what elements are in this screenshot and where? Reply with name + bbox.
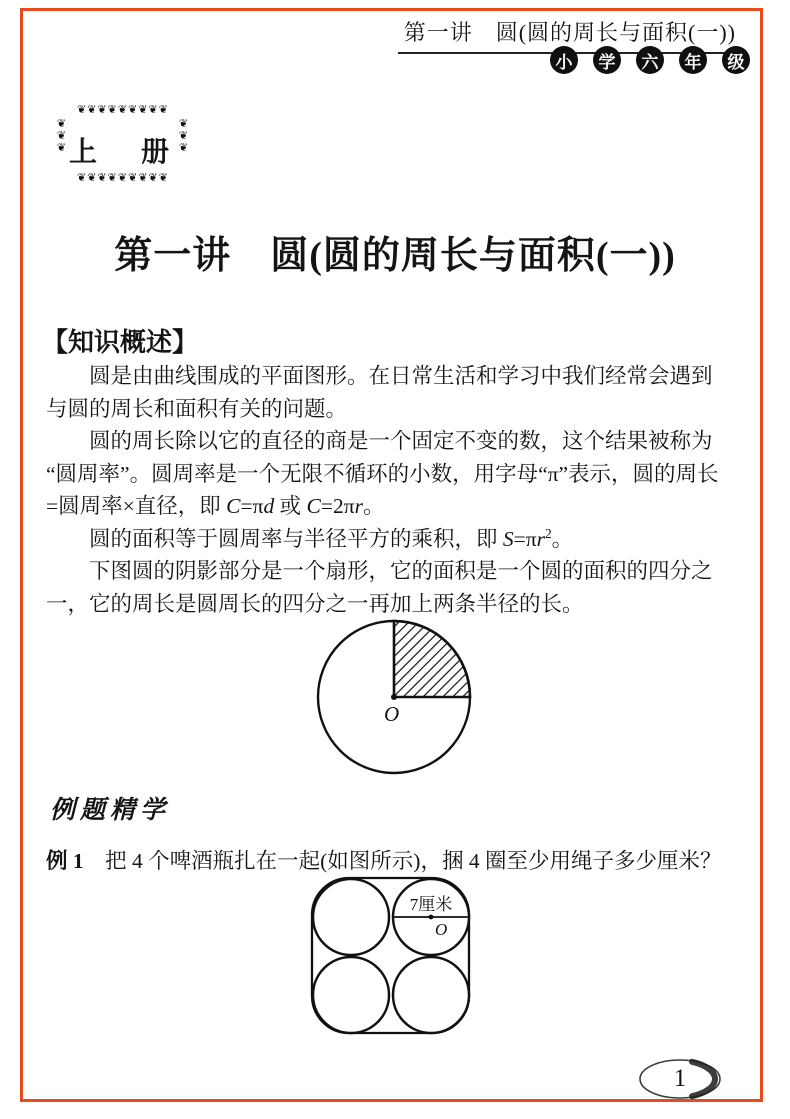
page-number-stamp	[634, 1056, 726, 1107]
text-run: C	[226, 494, 241, 518]
text-line	[46, 425, 758, 458]
grade-badge-char: 级	[722, 46, 750, 74]
text-line	[46, 393, 758, 426]
bottle-circle-br	[393, 957, 469, 1033]
volume-label: 上 册	[68, 137, 177, 168]
bottle-circle-tl	[313, 879, 389, 955]
section-heading-examples: 例题精学	[50, 797, 171, 824]
text-line	[46, 360, 758, 393]
text-run: 下图圆的阴影部分是一个扇形，它的面积是一个圆的面积的四分之	[89, 559, 713, 583]
center-dot	[391, 694, 397, 700]
text-run: S	[502, 526, 514, 551]
page-title: 第一讲 圆(圆的周长与面积(一))	[114, 235, 676, 277]
text-run: r	[536, 526, 545, 551]
shaded-quarter-sector	[394, 621, 470, 697]
volume-badge	[54, 104, 192, 184]
grade-badge-char: 学	[593, 46, 621, 74]
text-run: 一，它的周长是圆周长的四分之一再加上两条半径的长。	[46, 591, 584, 616]
text-run: 。	[551, 526, 574, 551]
diameter-label: 7厘米	[409, 895, 453, 914]
text-line	[46, 490, 758, 523]
text-run: 或	[274, 494, 307, 518]
text-run: =π	[513, 526, 537, 551]
text-run: 把 4 个啤酒瓶扎在一起(如图所示)，捆 4 圈至少用绳子多少厘米？	[83, 849, 722, 873]
bottles-figure	[304, 869, 476, 1041]
text-line	[46, 458, 758, 491]
ornament-border-top: ❦❦❦❦❦❦❦❦❦	[77, 103, 169, 116]
text-line	[46, 555, 758, 588]
bottle-circle-bl	[313, 957, 389, 1033]
ornament-border-left: ❦❦❦	[56, 117, 68, 154]
knowledge-text	[46, 360, 758, 620]
grade-badge-row	[550, 46, 750, 74]
ornament-border-bottom: ❦❦❦❦❦❦❦❦❦	[77, 171, 169, 184]
text-run: 。	[362, 494, 385, 518]
text-run: 圆的周长除以它的直径的商是一个固定不变的数，这个结果被称为	[89, 429, 713, 453]
section-heading-knowledge: 【知识概述】	[42, 328, 199, 357]
text-run: d	[263, 494, 275, 518]
center-label: O	[435, 920, 448, 939]
page-number: 1	[673, 1065, 687, 1092]
grade-badge-char: 年	[679, 46, 707, 74]
text-run: 2	[545, 525, 552, 541]
text-run: =圆周率×直径，即	[46, 494, 227, 518]
ornament-border-right: ❦❦❦	[178, 117, 190, 154]
running-header: 第一讲 圆(圆的周长与面积(一))	[398, 16, 746, 54]
text-line	[46, 523, 758, 556]
grade-badge-char: 六	[636, 46, 664, 74]
center-label: O	[384, 702, 400, 726]
text-run: r	[354, 494, 363, 518]
sector-circle-figure	[314, 617, 474, 777]
text-run: 圆的面积等于圆周率与半径平方的乘积，即	[89, 526, 503, 551]
text-run: “圆周率”。圆周率是一个无限不循环的小数，用字母“π”表示，圆的周长	[46, 461, 719, 486]
center-dot	[429, 915, 434, 920]
text-run: =2π	[320, 494, 355, 518]
text-line	[46, 588, 758, 621]
text-run: =π	[240, 494, 264, 518]
text-run: 圆是由曲线围成的平面图形。在日常生活和学习中我们经常会遇到	[89, 364, 713, 388]
grade-badge-char: 小	[550, 46, 578, 74]
text-run: C	[306, 494, 321, 518]
text-run: 例 1	[46, 849, 84, 873]
text-run: 与圆的周长和面积有关的问题。	[46, 396, 348, 421]
